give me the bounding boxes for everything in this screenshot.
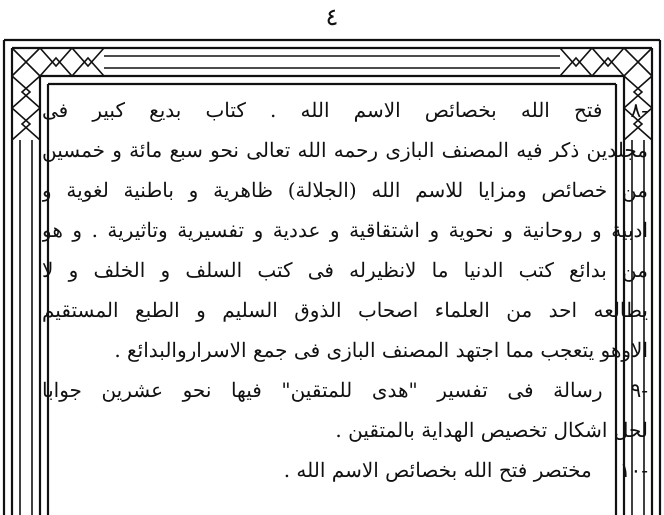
entries-text [42,90,648,490]
entry-line: من بدائع كتب الدنيا ما لانظيرله فى كتب السلف و الخلف و لا [42,258,648,282]
entry-line: مجلدين ذكر فيه المصنف البازى رحمه الله تعالى نحو سبع مائة و خمسين [42,138,648,162]
entry-line: -٨فتح الله بخصائص الاسم الله . كتاب بديع كبير فى [42,90,648,130]
entry-line: الاوهو يتعجب مما اجتهد المصنف البازى فى جمع الاسراروالبدائع . [114,338,648,362]
entry-line: -١٠مختصر فتح الله بخصائص الاسم الله . [42,450,648,490]
entry-line: يطالعه احد من العلماء اصحاب الذوق السليم و الطبع المستقيم [42,298,648,322]
entry-line: ادبية و روحانية و نحوية و اشتقاقية و عددية و تفسيرية وتاثيرية . و هو [42,218,648,242]
page-number: ٤ [325,3,339,31]
entry-number: -١٠ [619,458,648,482]
entry-number: -٩ [630,378,648,402]
entry-line: -٩رسالة فى تفسير "هدى للمتقين" فيها نحو عشرين جوابا [42,370,648,410]
entry-line: لحل اشكال تخصيص الهداية بالمتقين . [335,418,648,442]
entry-number: -٨ [630,98,648,122]
entry-line: من خصائص ومزايا للاسم الله (الجلالة) ظاهرية و باطنية لغوية و [42,178,648,202]
